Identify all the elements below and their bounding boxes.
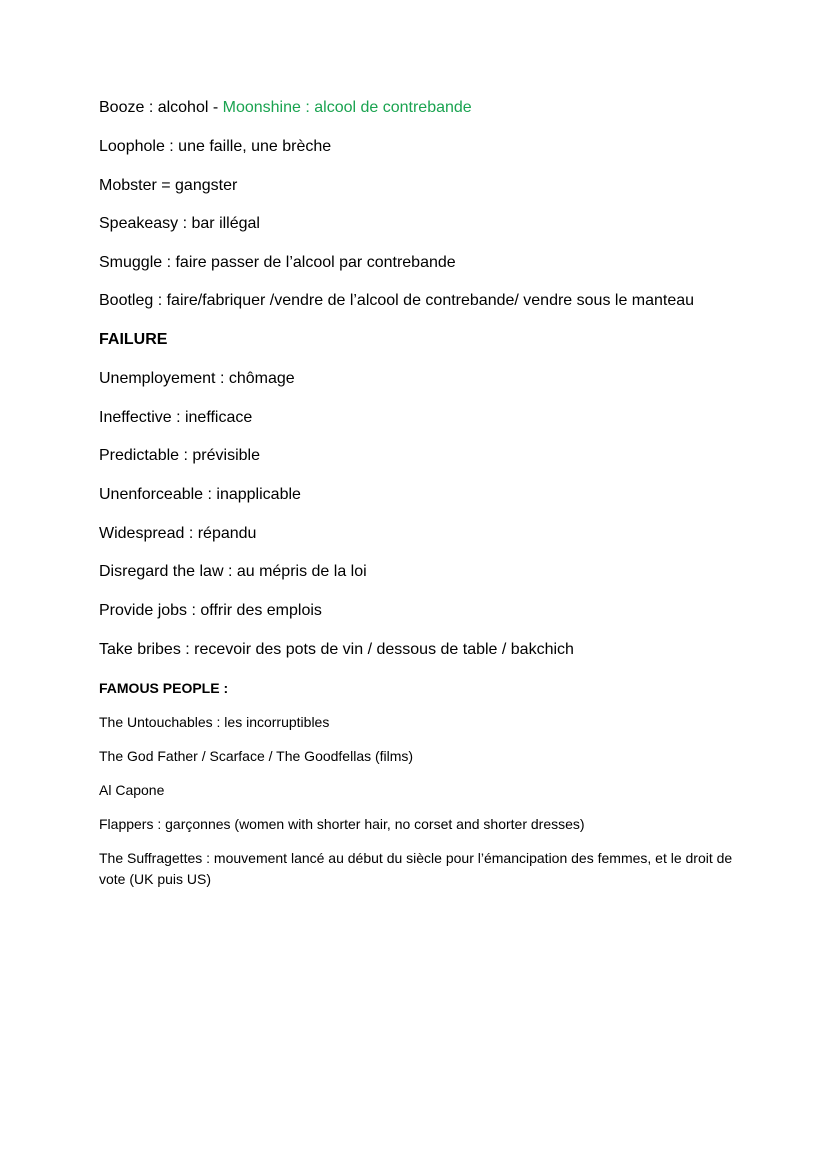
failure-item: Predictable : prévisible [99,447,260,464]
vocab-line-speakeasy: Speakeasy : bar illégal [99,215,260,232]
vocab-line-bootleg: Bootleg : faire/fabriquer /vendre de l’alcool de contrebande/ vendre sous le manteau [99,292,695,309]
famous-item: The Untouchables : les incorruptibles [99,714,330,730]
famous-item: Al Capone [99,782,165,798]
failure-item: Ineffective : inefficace [99,409,253,426]
failure-item: Widespread : répandu [99,525,257,542]
failure-item: Disregard the law : au mépris de la loi [99,563,367,580]
famous-item: The God Father / Scarface / The Goodfellas (films) [99,748,414,764]
failure-item: Unemployement : chômage [99,370,295,387]
vocab-term-booze: Booze : alcohol - [99,99,223,116]
famous-item: The Suffragettes : mouvement lancé au début du siècle pour l’émancipation des femmes, et le droit de vote (UK puis US) [99,850,733,887]
vocab-line-loophole: Loophole : une faille, une brèche [99,138,332,155]
section-heading-famous-people: FAMOUS PEOPLE : [99,680,229,696]
famous-item: Flappers : garçonnes (women with shorter hair, no corset and shorter dresses) [99,816,585,832]
failure-item: Take bribes : recevoir des pots de vin / dessous de table / bakchich [99,641,574,658]
failure-item: Unenforceable : inapplicable [99,486,301,503]
vocab-term-moonshine: Moonshine : alcool de contrebande [222,99,472,116]
failure-item: Provide jobs : offrir des emplois [99,602,322,619]
vocab-line-mobster: Mobster = gangster [99,177,238,194]
vocab-line-smuggle: Smuggle : faire passer de l’alcool par contrebande [99,254,456,271]
vocab-line-booze [99,98,472,118]
section-heading-failure: FAILURE [99,331,168,348]
